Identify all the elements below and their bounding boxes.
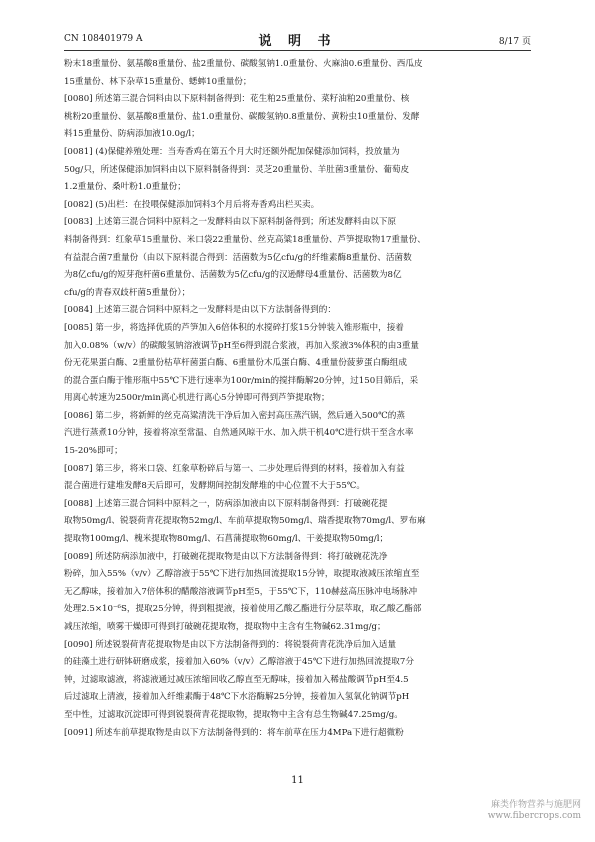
text-line: [0089] 所述防病添加液中，打破碗花提取物是由以下方法制备得到：将打破碗花洗净 — [64, 551, 388, 562]
text-line: 混合菌进行建堆发酵8天后即可，发酵期间控制发酵堆的中心位置不大于55℃。 — [64, 481, 366, 492]
text-line: 汽进行蒸煮10分钟，接着将凉至常温、自然通风晾干水、加入烘干机40℃进行烘干至含水率 — [64, 428, 414, 439]
text-line: [0088] 上述第三混合饲料中原料之一，防病添加液由以下原料制备得到：打破碗花提 — [64, 498, 388, 509]
text-line: 取物50mg/l、锐裂荷青花提取物52mg/l、车前草提取物50mg/l、瑞香提取物70mg/l、罗布麻 — [64, 516, 426, 527]
text-line: 份无花果蛋白酶、2重量份枯草杆菌蛋白酶、6重量份木瓜蛋白酶、4重量份菠萝蛋白酶组成 — [64, 358, 407, 369]
text-line: 为8亿cfu/g的短芽孢杆菌6重量份、活菌数为5亿cfu/g的汉逊酵母4重量份、活菌数为8亿 — [64, 270, 402, 281]
text-line: 至中性，过滤取沉淀即可得到锐裂荷青花提取物，提取物中主含有总生物碱47.25mg/g。 — [64, 709, 403, 720]
publication-number: CN 108401979 A — [64, 34, 143, 44]
text-line: [0091] 所述车前草提取物是由以下方法制备得到的：将车前草在压力4MPa下进行超微粉 — [64, 727, 404, 738]
text-line: [0081] (4)保健养殖处理：当寿香鸡在第五个月大时还额外配加保健添加饲料，投放量为 — [64, 146, 400, 157]
text-line: 粉末18重量份、氨基酸8重量份、盐2重量份、碳酸氢钠1.0重量份、火麻油0.6重量份、西瓜皮 — [64, 59, 423, 69]
text-line: 有益混合菌7重量份（由以下原料混合得到：活菌数为5亿cfu/g的纤维素酶8重量份、活菌数 — [64, 252, 412, 263]
text-line: 桃粉20重量份、氨基酸8重量份、盐1.0重量份、碳酸氢钠0.8重量份、黄粉虫10重量份、发酵 — [64, 111, 420, 122]
text-line: 加入0.08%（w/v）的碳酸氢钠溶液调节pH至6得到混合浆液，再加入浆液3%体积的由3重量 — [64, 340, 419, 351]
text-line: 粉碎，加入55%（v/v）乙醇溶液于55℃下进行加热回流提取15分钟，取提取液减压浓缩直至 — [64, 569, 420, 580]
text-line: 减压浓缩，喷雾干燥即可得到打破碗花提取物，提取物中主含有生物碱62.31mg/g； — [64, 622, 386, 632]
text-line: 料制备得到：红象草15重量份、米口袋22重量份、丝克高粱18重量份、芦笋提取物17重量份、 — [64, 234, 426, 245]
watermark-site-name: 麻类作物营养与施肥网 — [490, 800, 581, 810]
text-line: 15重量份、林下杂草15重量份、蟋蟀10重量份； — [64, 76, 252, 87]
text-line: [0087] 第三步，将米口袋、红象草粉碎后与第一、二步处理后得到的材料，接着加入有益 — [64, 463, 405, 474]
text-line: [0086] 第二步，将新鲜的丝克高粱清洗干净后加入密封高压蒸汽锅，然后通入500℃的蒸 — [64, 410, 405, 421]
watermark — [488, 800, 581, 822]
text-line: 处理2.5×10⁻⁶S，提取25分钟，得到粗提液，接着使用乙酸乙酯进行分层萃取，取乙酸乙酯部 — [64, 604, 422, 615]
header-rule — [64, 50, 531, 51]
text-line: 无乙醇味，接着加入7倍体积的醋酸溶液调节pH至5，于55℃下，110赫兹高压脉冲电场脉冲 — [64, 586, 418, 597]
text-line: [0083] 上述第三混合饲料中原料之一发酵料由以下原料制备得到；所述发酵料由以下原 — [64, 217, 397, 228]
text-line: [0084] 上述第三混合饲料中原料之一发酵料是由以下方法制备得到的： — [64, 305, 336, 316]
text-line: 提取物100mg/l、槐米提取物80mg/l、石菖蒲提取物60mg/l、干姜提取物50mg/l； — [64, 534, 389, 545]
text-line: 钟，过滤取滤液，将滤液通过减压浓缩回收乙醇直至无醇味，接着加入稀盐酸调节pH至4.5 — [64, 674, 409, 685]
page-number: 11 — [291, 775, 304, 786]
watermark-site-url: www.fibercrops.com — [487, 811, 581, 821]
text-line: 1.2重量份、桑叶粉1.0重量份； — [64, 182, 186, 193]
text-line: 15-20%即可； — [64, 446, 123, 457]
text-line: 后过滤取上清液，接着加入纤维素酶于48℃下水浴酶解25分钟，接着加入氢氧化钠调节pH — [64, 692, 410, 703]
page-count: 8/17 页 — [498, 37, 531, 47]
text-line: 料15重量份、防病添加液10.0g/l； — [64, 129, 200, 140]
text-line: [0082] (5)出栏：在投喂保健添加饲料3个月后将寿香鸡出栏买卖。 — [64, 199, 320, 210]
page-header — [64, 30, 531, 49]
section-title: 说 明 书 — [258, 34, 337, 49]
document-body — [64, 56, 531, 742]
text-line: 的混合蛋白酶于锥形瓶中55℃下进行速率为100r/min的搅拌酶解20分钟，过150目筛后，采 — [64, 375, 419, 386]
text-line: 50g/只，所述保健添加饲料由以下原料制备得到：灵芝20重量份、羊肚菌3重量份、葡萄皮 — [64, 164, 410, 175]
text-line: [0085] 第一步，将选择优质的芦笋加入6倍体积的水搅碎打浆15分钟装入锥形瓶中，接着 — [64, 322, 404, 333]
text-line: [0090] 所述锐裂荷青花提取物是由以下方法制备得到的：将锐裂荷青花洗净后加入适量 — [64, 639, 397, 650]
text-line: 用离心转速为2500r/min离心机进行离心5分钟即可得到芦笋提取物； — [64, 393, 330, 404]
text-line: 的硅藻土进行研钵研磨成浆，接着加入60%（v/v）乙醇溶液于45℃下进行加热回流提取7分 — [64, 657, 414, 668]
text-line: [0080] 所述第三混合饲料由以下原料制备得到：花生粕25重量份、菜籽油粕20重量份、核 — [64, 94, 410, 105]
text-line: cfu/g的青春双歧杆菌5重量份）； — [64, 287, 191, 298]
